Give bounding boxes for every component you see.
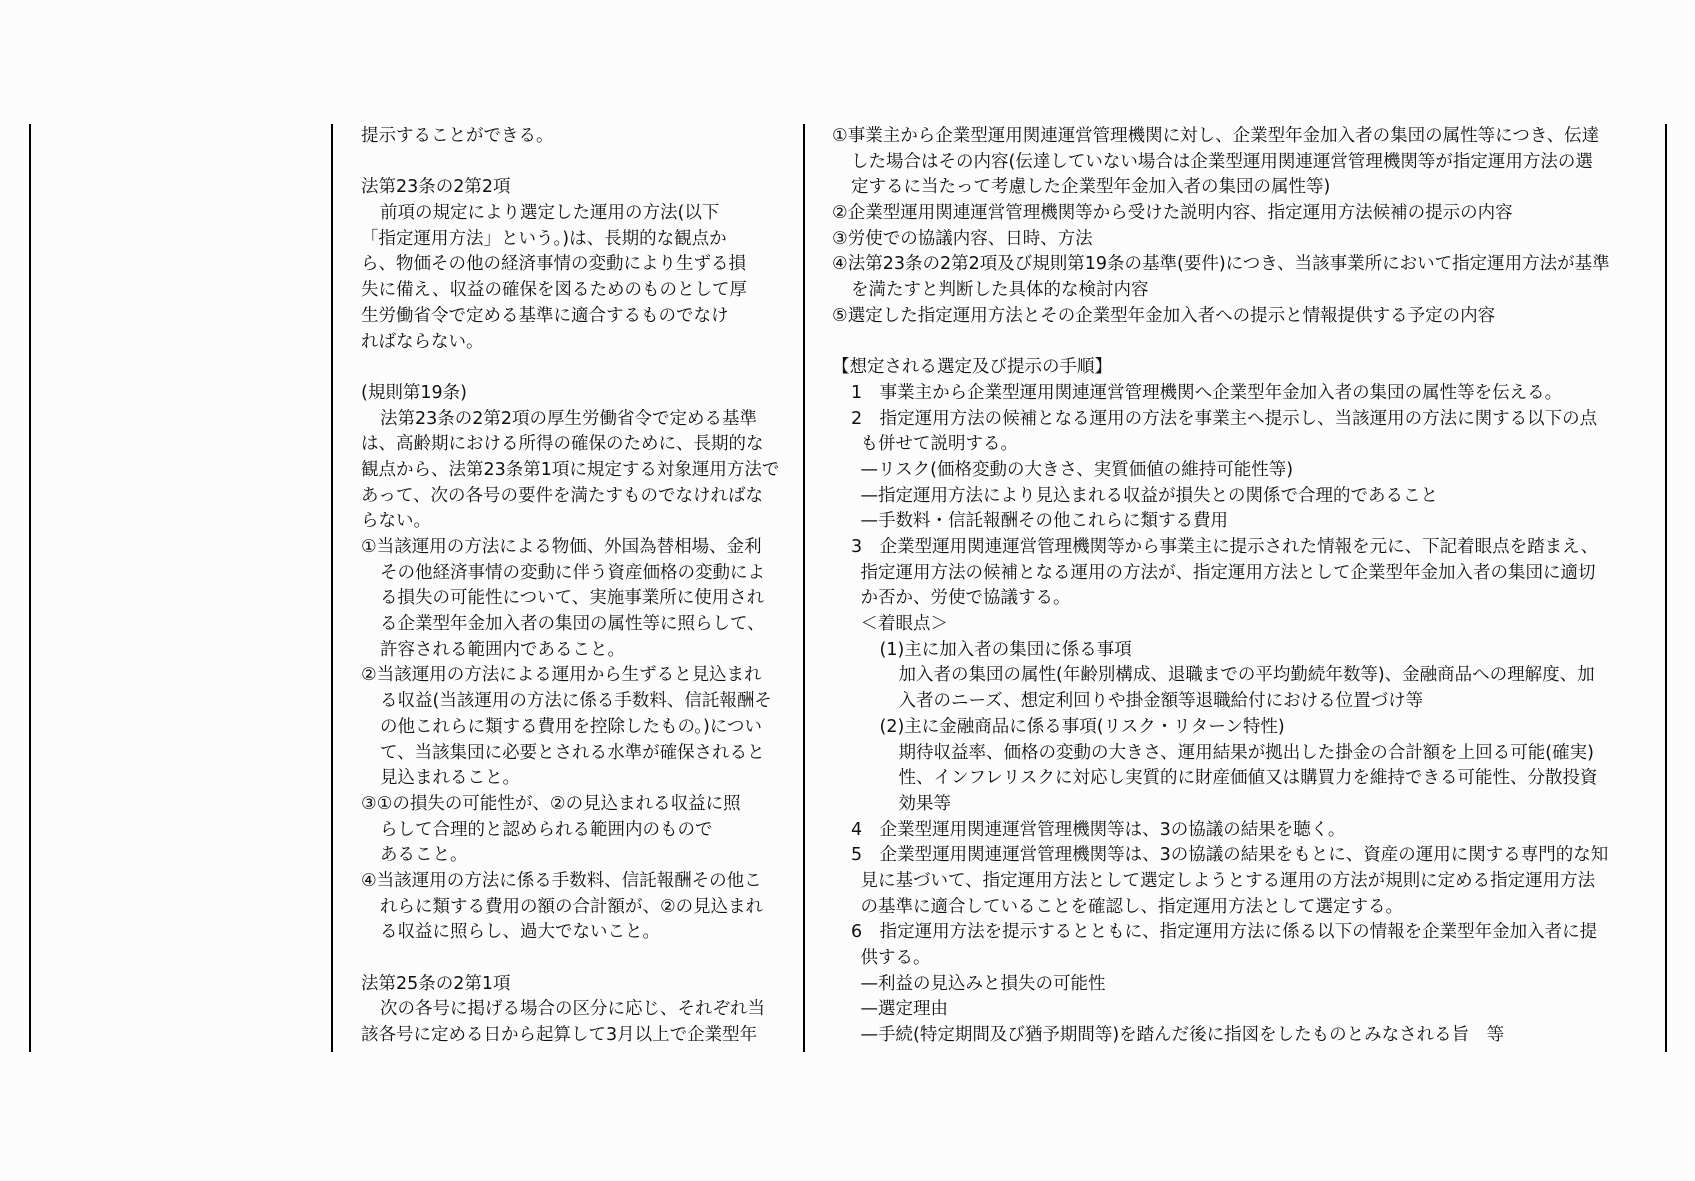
text-line: ②当該運用の方法による運用から生ずると見込まれ xyxy=(361,665,762,686)
text-line: らして合理的と認められる範囲内のもので xyxy=(380,819,713,840)
text-line: 2 指定運用方法の候補となる運用の方法を事業主へ提示し、当該運用の方法に関する以下の点 xyxy=(851,408,1598,429)
text-line: ⑤選定した指定運用方法とその企業型年金加入者への提示と情報提供する予定の内容 xyxy=(832,305,1496,326)
blank-line xyxy=(361,946,793,972)
text-line: ＜着眼点＞ xyxy=(860,614,948,635)
text-line: (1)主に加入者の集団に係る事項 xyxy=(879,639,1132,660)
text-line: ④当該運用の方法に係る手数料、信託報酬その他こ xyxy=(361,870,762,891)
law-text-column xyxy=(361,124,793,1049)
text-line: 次の各号に掲げる場合の区分に応じ、それぞれ当 xyxy=(380,999,765,1020)
text-line: 期待収益率、価格の変動の大きさ、運用結果が拠出した掛金の合計額を上回る可能(確実) xyxy=(898,742,1594,763)
text-line: した場合はその内容(伝達していない場合は企業型運用関連運営管理機関等が指定運用方法の選 xyxy=(851,151,1593,172)
text-line: 入者のニーズ、想定利回りや掛金額等退職給付における位置づけ等 xyxy=(898,691,1424,712)
text-line: 5 企業型運用関連運営管理機関等は、3の協議の結果をもとに、資産の運用に関する専門的な知 xyxy=(851,845,1609,866)
text-line: て、当該集団に必要とされる水準が確保されると xyxy=(380,742,765,763)
text-line: 定するに当たって考慮した企業型年金加入者の集団の属性等) xyxy=(851,177,1331,198)
text-line: ればならない。 xyxy=(361,331,484,352)
text-line: 4 企業型運用関連運営管理機関等は、3の協議の結果を聴く。 xyxy=(851,819,1346,840)
text-line: 3 企業型運用関連運営管理機関等から事業主に提示された情報を元に、下記着眼点を踏まえ、 xyxy=(851,537,1599,557)
text-line: の他これらに類する費用を控除したもの。)につい xyxy=(380,716,763,737)
text-line: ④法第23条の2第2項及び規則第19条の基準(要件)につき、当該事業所において指定運用方法が基準 xyxy=(832,254,1610,275)
table-border-left xyxy=(29,124,31,1052)
text-line: 1 事業主から企業型運用関連運営管理機関へ企業型年金加入者の集団の属性等を伝える。 xyxy=(851,382,1563,403)
text-line: ③労使での協議内容、日時、方法 xyxy=(832,228,1093,249)
text-line: は、高齢期における所得の確保のために、長期的な xyxy=(361,434,764,455)
text-line: 法第25条の2第1項 xyxy=(361,973,511,994)
text-line: る損失の可能性について、実施事業所に使用され xyxy=(380,588,765,609)
text-line: あって、次の各号の要件を満たすものでなければな xyxy=(361,485,763,506)
text-line: を満たすと判断した具体的な検討内容 xyxy=(851,280,1149,301)
text-line: 見込まれること。 xyxy=(380,768,520,789)
text-line: 供する。 xyxy=(860,948,931,968)
text-line: る収益に照らし、過大でないこと。 xyxy=(380,922,660,943)
text-line: 許容される範囲内であること。 xyxy=(380,639,625,660)
blank-line xyxy=(361,150,793,176)
text-line: 6 指定運用方法を提示するとともに、指定運用方法に係る以下の情報を企業型年金加入者に提 xyxy=(851,922,1598,943)
text-line: 失に備え、収益の確保を図るためのものとして厚 xyxy=(361,280,748,301)
text-line: も併せて説明する。 xyxy=(860,434,1018,455)
text-line: (規則第19条) xyxy=(361,382,467,403)
text-line: か否か、労使で協議する。 xyxy=(860,588,1071,609)
text-line: 前項の規定により選定した運用の方法(以下 xyxy=(380,203,720,224)
blank-line xyxy=(832,330,1657,356)
text-line: ③①の損失の可能性が、②の見込まれる収益に照 xyxy=(361,793,741,814)
table-border-right xyxy=(1665,124,1667,1052)
text-line: 法第23条の2第2項の厚生労働省令で定める基準 xyxy=(380,408,758,429)
text-line: 指定運用方法の候補となる運用の方法が、指定運用方法として企業型年金加入者の集団に適切 xyxy=(860,562,1596,583)
text-line: らない。 xyxy=(361,511,431,532)
text-line: —手続(特定期間及び猶予期間等)を踏んだ後に指図をしたものとみなされる旨 等 xyxy=(860,1025,1505,1046)
text-line: 生労働省令で定める基準に適合するものでなけ xyxy=(361,305,729,326)
column-divider-2 xyxy=(803,124,805,1052)
text-line: 提示することができる。 xyxy=(361,126,554,146)
text-line: 【想定される選定及び提示の手順】 xyxy=(832,357,1112,378)
text-line: 観点から、法第23条第1項に規定する対象運用方法で xyxy=(361,459,780,480)
column-divider-1 xyxy=(331,124,333,1052)
text-line: 法第23条の2第2項 xyxy=(361,177,511,198)
text-line: 見に基づいて、指定運用方法として選定しようとする運用の方法が規則に定める指定運用方法 xyxy=(860,870,1596,891)
text-line: の基準に適合していることを確認し、指定運用方法として選定する。 xyxy=(860,896,1403,917)
text-line: —手数料・信託報酬その他これらに類する費用 xyxy=(860,511,1228,532)
text-line: あること。 xyxy=(380,845,468,866)
procedure-notes-column xyxy=(832,124,1657,1049)
text-line: ②企業型運用関連運営管理機関等から受けた説明内容、指定運用方法候補の提示の内容 xyxy=(832,203,1513,224)
text-line: —選定理由 xyxy=(860,999,948,1020)
text-line: —リスク(価格変動の大きさ、実質価値の維持可能性等) xyxy=(860,459,1294,480)
text-line: —指定運用方法により見込まれる収益が損失との関係で合理的であること xyxy=(860,485,1438,506)
text-line: 性、インフレリスクに対応し実質的に財産価値又は購買力を維持できる可能性、分散投資 xyxy=(898,768,1598,789)
text-line: れらに類する費用の額の合計額が、②の見込まれ xyxy=(380,896,764,917)
text-line: —利益の見込みと損失の可能性 xyxy=(860,973,1106,994)
text-line: 加入者の集団の属性(年齢別構成、退職までの平均勤続年数等)、金融商品への理解度、加 xyxy=(898,665,1595,686)
text-line: (2)主に金融商品に係る事項(リスク・リターン特性) xyxy=(879,716,1285,737)
text-line: その他経済事情の変動に伴う資産価格の変動によ xyxy=(380,562,765,583)
text-line: 「指定運用方法」という。)は、長期的な観点か xyxy=(361,228,727,249)
text-line: ら、物価その他の経済事情の変動により生ずる損 xyxy=(361,254,746,275)
text-line: ①当該運用の方法による物価、外国為替相場、金利 xyxy=(361,537,762,557)
text-line: ①事業主から企業型運用関連運営管理機関に対し、企業型年金加入者の集団の属性等につき、伝達 xyxy=(832,126,1600,146)
text-line: 該各号に定める日から起算して3月以上で企業型年 xyxy=(361,1025,758,1046)
text-line: 効果等 xyxy=(898,793,951,814)
text-line: る収益(当該運用の方法に係る手数料、信託報酬そ xyxy=(380,691,772,712)
blank-line xyxy=(361,355,793,381)
text-line: る企業型年金加入者の集団の属性等に照らして、 xyxy=(380,614,765,635)
